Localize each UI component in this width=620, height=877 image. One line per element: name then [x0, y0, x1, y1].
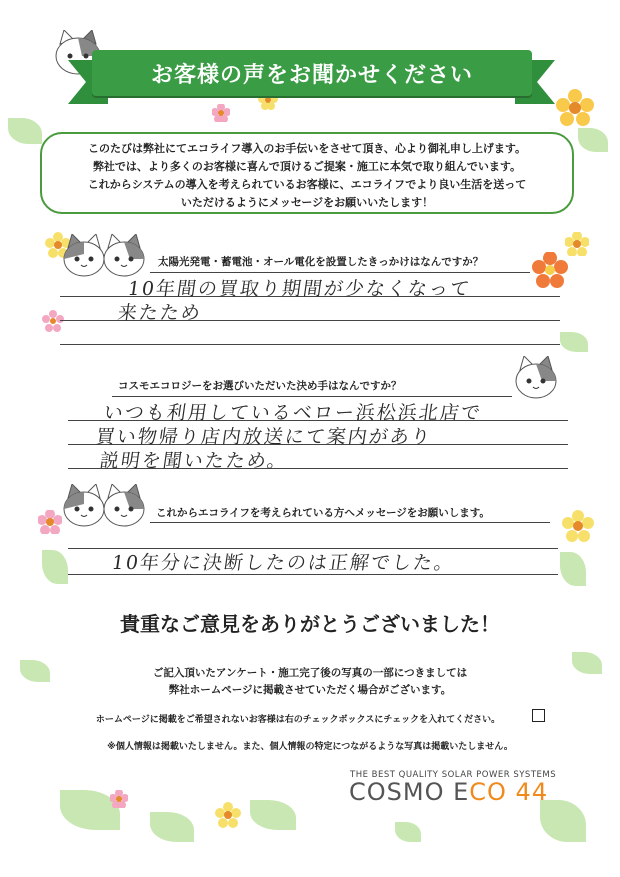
- leaf-decoration: [42, 550, 68, 584]
- flower-icon: [110, 790, 128, 808]
- intro-line: これからシステムの導入を考えられているお客様に、エコライフでより良い生活を送って: [87, 178, 527, 191]
- answer-1-line: 来たため: [116, 302, 204, 324]
- no-publish-checkbox[interactable]: [532, 709, 545, 722]
- cat-illustration: [100, 234, 148, 278]
- checkbox-label: ホームページに掲載をご希望されないお客様は右のチェックボックスにチェックを入れてください。: [95, 715, 501, 725]
- brand-tagline: THE BEST QUALITY SOLAR POWER SYSTEMS: [350, 770, 557, 780]
- answer-line: [150, 522, 550, 523]
- leaf-decoration: [8, 118, 42, 144]
- leaf-decoration: [250, 800, 296, 830]
- leaf-decoration: [150, 812, 194, 842]
- flower-icon: [212, 104, 230, 122]
- answer-1-line: 10年間の買取り期間が少なくなって: [126, 278, 473, 300]
- intro-box: [40, 132, 574, 214]
- flower-icon: [565, 232, 589, 256]
- answer-2-line: 買い物帰り店内放送にて案内があり: [94, 426, 434, 448]
- answer-line: [150, 272, 530, 273]
- intro-line: 弊社では、より多くのお客様に喜んで頂けるご提案・施工に本気で取り組んでいます。: [92, 160, 522, 173]
- answer-line: [112, 396, 512, 397]
- answer-line: [60, 344, 560, 345]
- question-3: これからエコライフを考えられている方へメッセージをお願いします。: [156, 507, 490, 519]
- question-1: 太陽光発電・蓄電池・オール電化を設置したきっかけはなんですか？: [158, 256, 484, 268]
- brand-name-part2: CO 44: [469, 778, 549, 806]
- answer-3-line: 10年分に決断したのは正解でした。: [110, 552, 457, 574]
- leaf-decoration: [560, 552, 586, 586]
- cat-illustration: [100, 484, 148, 528]
- flower-icon: [562, 510, 594, 542]
- flower-icon: [555, 88, 595, 128]
- header-ribbon: [92, 50, 532, 96]
- leaf-decoration: [560, 332, 588, 352]
- question-2: コスモエコロジーをお選びいただいた決め手はなんですか？: [118, 380, 402, 392]
- answer-2-line: 説明を聞いたため。: [98, 450, 290, 472]
- flower-icon: [38, 510, 62, 534]
- note-line: 弊社ホームページに掲載させていただく場合がございます。: [168, 684, 452, 696]
- flower-icon: [532, 252, 568, 288]
- note-line: ご記入頂いたアンケート・施工完了後の写真の一部につきましては: [152, 667, 468, 679]
- intro-line: このたびは弊社にてエコライフ導入のお手伝いをさせて頂き、心より御礼申し上げます。: [87, 142, 527, 155]
- answer-2-line: いつも利用しているベロー浜松浜北店で: [102, 402, 484, 424]
- leaf-decoration: [395, 822, 421, 842]
- flower-icon: [42, 310, 64, 332]
- leaf-decoration: [578, 128, 608, 152]
- cat-illustration: [512, 356, 560, 402]
- flower-icon: [215, 802, 241, 828]
- thanks-heading: 貴重なご意見をありがとうございました！: [120, 612, 500, 636]
- privacy-note: ※個人情報は掲載いたしません。また、個人情報の特定につながるような写真は掲載いたしません。: [107, 742, 513, 752]
- brand-name-part1: COSMO E: [349, 778, 470, 806]
- intro-line: いただけるようにメッセージをお願いいたします！: [180, 196, 434, 209]
- brand-logo: [349, 778, 548, 806]
- leaf-decoration: [540, 800, 586, 842]
- page-title: お客様の声をお聞かせください: [150, 62, 473, 88]
